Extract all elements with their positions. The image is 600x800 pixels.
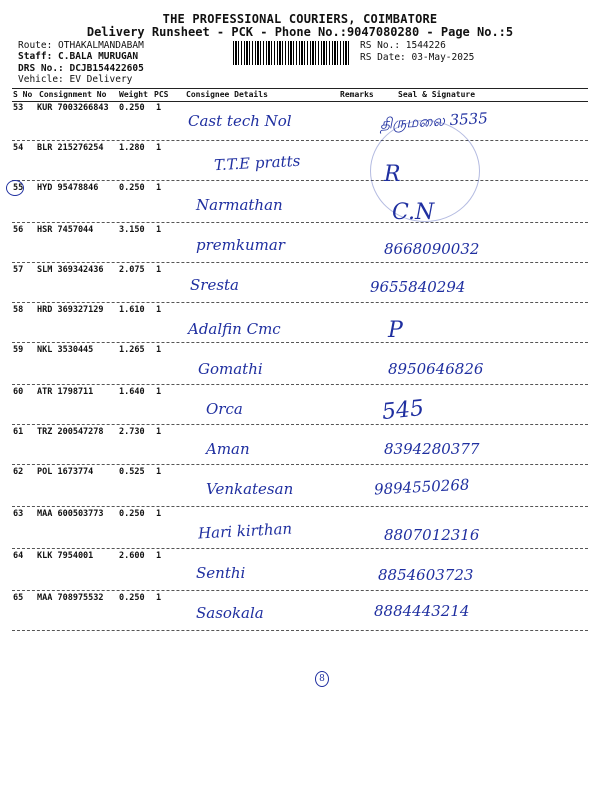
consignment-number: BLR 215276254 — [37, 143, 104, 153]
col-weight: Weight — [119, 90, 148, 99]
pieces-count: 1 — [156, 225, 162, 235]
weight-value: 0.525 — [119, 467, 145, 477]
row-sno: 58 — [13, 305, 24, 315]
row-sno: 65 — [13, 593, 24, 603]
signature-handwriting: 8807012316 — [384, 526, 480, 544]
col-consignee: Consignee Details — [186, 90, 268, 99]
table-row — [12, 100, 588, 141]
col-consignment: Consignment No — [39, 90, 107, 99]
row-sno: 61 — [13, 427, 24, 437]
consignment-number: HRD 369327129 — [37, 305, 104, 315]
signature-handwriting: 8854603723 — [378, 566, 474, 584]
consignment-number: HYD 95478846 — [37, 183, 99, 193]
consignee-handwriting: Narmathan — [196, 196, 283, 214]
page-mark: 8 — [315, 671, 329, 687]
consignee-handwriting: Aman — [206, 440, 250, 458]
pieces-count: 1 — [156, 103, 162, 113]
signature-handwriting: C.N — [392, 200, 435, 225]
weight-value: 1.640 — [119, 387, 145, 397]
signature-handwriting: 8394280377 — [384, 440, 480, 458]
circled-row-marker — [6, 180, 24, 196]
runsheet-subtitle: Delivery Runsheet - PCK - Phone No.:9047080280 - Page No.:5 — [86, 25, 514, 39]
weight-value: 2.600 — [119, 551, 145, 561]
consignee-handwriting: Sasokala — [196, 604, 264, 622]
table-row — [12, 302, 588, 343]
consignee-handwriting: Orca — [206, 400, 243, 418]
row-sno: 59 — [13, 345, 24, 355]
consignment-number: HSR 7457044 — [37, 225, 94, 235]
drs-number: DRS No.: DCJB154422605 — [18, 63, 144, 74]
row-sno: 62 — [13, 467, 24, 477]
pieces-count: 1 — [156, 183, 162, 193]
signature-handwriting: 9894550268 — [373, 475, 470, 499]
table-row — [12, 548, 588, 591]
pieces-count: 1 — [156, 387, 162, 397]
consignee-handwriting: premkumar — [196, 236, 285, 254]
table-row — [12, 590, 588, 631]
col-pcs: PCS — [154, 90, 169, 99]
signature-handwriting: 8950646826 — [388, 360, 484, 378]
table-row — [12, 384, 588, 425]
pieces-count: 1 — [156, 427, 162, 437]
table-row — [12, 506, 588, 549]
barcode — [233, 41, 351, 65]
consignment-number: MAA 600503773 — [37, 509, 104, 519]
signature-handwriting: 8884443214 — [374, 602, 470, 620]
pieces-count: 1 — [156, 593, 162, 603]
row-sno: 55 — [13, 183, 24, 193]
col-signature: Seal & Signature — [398, 90, 476, 99]
table-row — [12, 222, 588, 263]
weight-value: 0.250 — [119, 593, 145, 603]
consignment-number: NKL 3530445 — [37, 345, 94, 355]
staff-label: Staff: C.BALA MURUGAN — [18, 51, 139, 62]
route-label: Route: OTHAKALMANDABAM — [18, 40, 144, 51]
consignment-number: MAA 708975532 — [37, 593, 104, 603]
consignee-handwriting: Cast tech Nol — [188, 112, 292, 130]
signature-handwriting: 545 — [380, 395, 426, 426]
pieces-count: 1 — [156, 305, 162, 315]
pieces-count: 1 — [156, 509, 162, 519]
col-remarks: Remarks — [340, 90, 374, 99]
row-sno: 57 — [13, 265, 24, 275]
signature-handwriting: P — [388, 318, 403, 343]
consignment-number: TRZ 200547278 — [37, 427, 104, 437]
row-sno: 53 — [13, 103, 24, 113]
consignment-number: KUR 7003266843 — [37, 103, 109, 113]
weight-value: 2.075 — [119, 265, 145, 275]
signature-handwriting: 8668090032 — [384, 240, 480, 258]
consignment-number: ATR 1798711 — [37, 387, 94, 397]
pieces-count: 1 — [156, 265, 162, 275]
pieces-count: 1 — [156, 143, 162, 153]
signature-handwriting: R — [384, 162, 401, 187]
consignment-number: SLM 369342436 — [37, 265, 104, 275]
pieces-count: 1 — [156, 345, 162, 355]
consignee-handwriting: Venkatesan — [206, 480, 294, 498]
rs-number: RS No.: 1544226 — [360, 40, 446, 51]
pieces-count: 1 — [156, 551, 162, 561]
consignee-handwriting: Gomathi — [198, 360, 263, 378]
table-row — [12, 424, 588, 465]
weight-value: 1.265 — [119, 345, 145, 355]
consignee-handwriting: T.T.E pratts — [213, 151, 301, 175]
vehicle-label: Vehicle: EV Delivery — [18, 74, 133, 85]
row-sno: 64 — [13, 551, 24, 561]
col-sno: S No — [13, 90, 33, 99]
weight-value: 1.610 — [119, 305, 145, 315]
weight-value: 1.280 — [119, 143, 145, 153]
consignee-handwriting: Sresta — [190, 276, 239, 294]
consignee-handwriting: Hari kirthan — [197, 519, 293, 543]
weight-value: 0.250 — [119, 103, 145, 113]
row-sno: 54 — [13, 143, 24, 153]
consignment-number: KLK 7954001 — [37, 551, 94, 561]
signature-handwriting: 9655840294 — [370, 278, 466, 296]
signature-handwriting: திருமலை 3535 — [379, 109, 489, 133]
row-sno: 56 — [13, 225, 24, 235]
consignee-handwriting: Senthi — [196, 564, 246, 582]
table-row — [12, 342, 588, 385]
row-sno: 63 — [13, 509, 24, 519]
row-sno: 60 — [13, 387, 24, 397]
weight-value: 2.730 — [119, 427, 145, 437]
weight-value: 0.250 — [119, 183, 145, 193]
table-row — [12, 262, 588, 303]
pieces-count: 1 — [156, 467, 162, 477]
consignment-number: POL 1673774 — [37, 467, 94, 477]
consignee-handwriting: Adalfin Cmc — [188, 320, 281, 338]
company-title: THE PROFESSIONAL COURIERS, COIMBATORE — [162, 12, 438, 26]
weight-value: 3.150 — [119, 225, 145, 235]
weight-value: 0.250 — [119, 509, 145, 519]
rs-date: RS Date: 03-May-2025 — [360, 52, 475, 63]
table-row — [12, 464, 588, 507]
table-row — [12, 180, 588, 223]
